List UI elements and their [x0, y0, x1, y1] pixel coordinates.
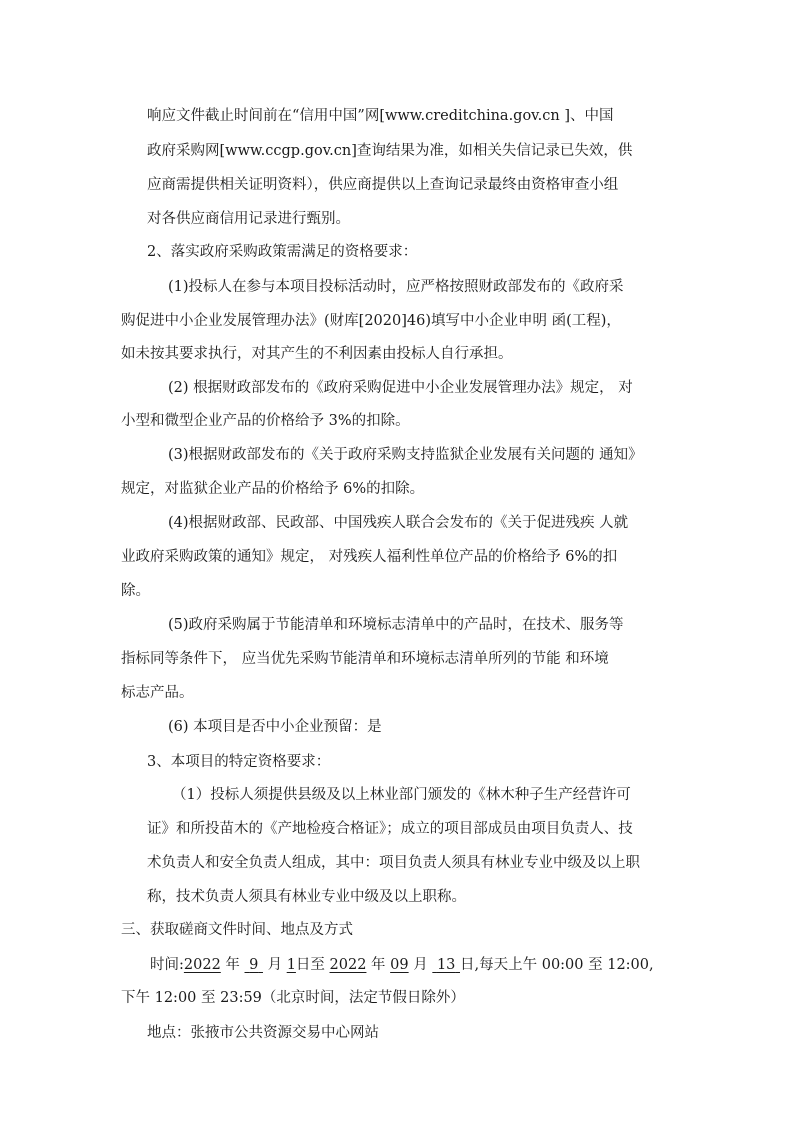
time-suffix: 日,每天上午 00:00 至 12:00,	[460, 957, 654, 973]
text-line: (3)根据财政部发布的《关于政府采购支持监狱企业发展有关问题的 通知》	[168, 447, 643, 463]
text-line: 政府采购网[www.ccgp.gov.cn]查询结果为准，如相关失信记录已失效，供	[147, 143, 633, 159]
month-label: 月	[413, 957, 428, 973]
text-line: (5)政府采购属于节能清单和环境标志清单中的产品时，在技术、服务等	[168, 617, 624, 633]
text-line: 小型和微型企业产品的价格给予 3%的扣除。	[121, 413, 410, 429]
text-line: 购促进中小企业发展管理办法》(财库[2020]46)填写中小企业申明 函(工程)，	[121, 313, 621, 329]
time-prefix: 时间:	[150, 957, 184, 973]
text-line: 应商需提供相关证明资料），供应商提供以上查询记录最终由资格审查小组	[147, 177, 619, 193]
text-line: 称，技术负责人须具有林业专业中级及以上职称。	[147, 889, 466, 905]
time-line	[150, 958, 654, 973]
text-line: (2) 根据财政部发布的《政府采购促进中小企业发展管理办法》规定， 对	[168, 380, 633, 396]
text-line: 响应文件截止时间前在“信用中国”网[www.creditchina.gov.cn ]、中国	[147, 108, 614, 124]
time-line-continued: 下午 12:00 至 23:59（北京时间，法定节假日除外）	[121, 990, 465, 1006]
text-line: 指标同等条件下， 应当优先采购节能清单和环境标志清单所列的节能 和环境	[121, 651, 609, 667]
text-line: （1）投标人须提供县级及以上林业部门颁发的《林木种子生产经营许可	[172, 787, 631, 803]
location-line: 地点：张掖市公共资源交易中心网站	[147, 1025, 379, 1041]
start-day: 1	[286, 957, 296, 973]
text-line: 业政府采购政策的通知》规定， 对残疾人福利性单位产品的价格给予 6%的扣	[121, 549, 618, 565]
text-line: (1)投标人在参与本项目投标活动时，应严格按照财政部发布的《政府采	[168, 279, 624, 295]
start-year: 2022	[183, 957, 221, 973]
text-line: 术负责人和安全负责人组成，其中：项目负责人须具有林业专业中级及以上职	[147, 855, 640, 871]
year-label: 年	[225, 957, 240, 973]
day-to-label: 日至	[295, 957, 325, 973]
year-label: 年	[371, 957, 386, 973]
section-heading: 2、落实政府采购政策需满足的资格要求：	[147, 244, 418, 260]
text-line: 对各供应商信用记录进行甄别。	[147, 211, 350, 227]
end-month: 09	[390, 957, 409, 973]
text-line: 标志产品。	[121, 685, 194, 701]
text-line: (4)根据财政部、民政部、中国残疾人联合会发布的《关于促进残疾 人就	[168, 515, 629, 531]
end-day: 13	[436, 957, 456, 973]
text-line: 除。	[121, 583, 150, 599]
start-month: 9	[249, 957, 259, 973]
text-line: 如未按其要求执行，对其产生的不利因素由投标人自行承担。	[121, 346, 513, 362]
month-label: 月	[267, 957, 283, 973]
end-year: 2022	[329, 957, 367, 973]
section-heading: 三、获取磋商文件时间、地点及方式	[121, 922, 353, 938]
text-line: 证》和所投苗木的《产地检疫合格证》；成立的项目部成员由项目负责人、技	[147, 821, 633, 837]
section-heading: 3、本项目的特定资格要求：	[147, 754, 331, 770]
text-line: (6) 本项目是否中小企业预留：是	[168, 719, 382, 735]
text-line: 规定，对监狱企业产品的价格给予 6%的扣除。	[121, 481, 425, 497]
